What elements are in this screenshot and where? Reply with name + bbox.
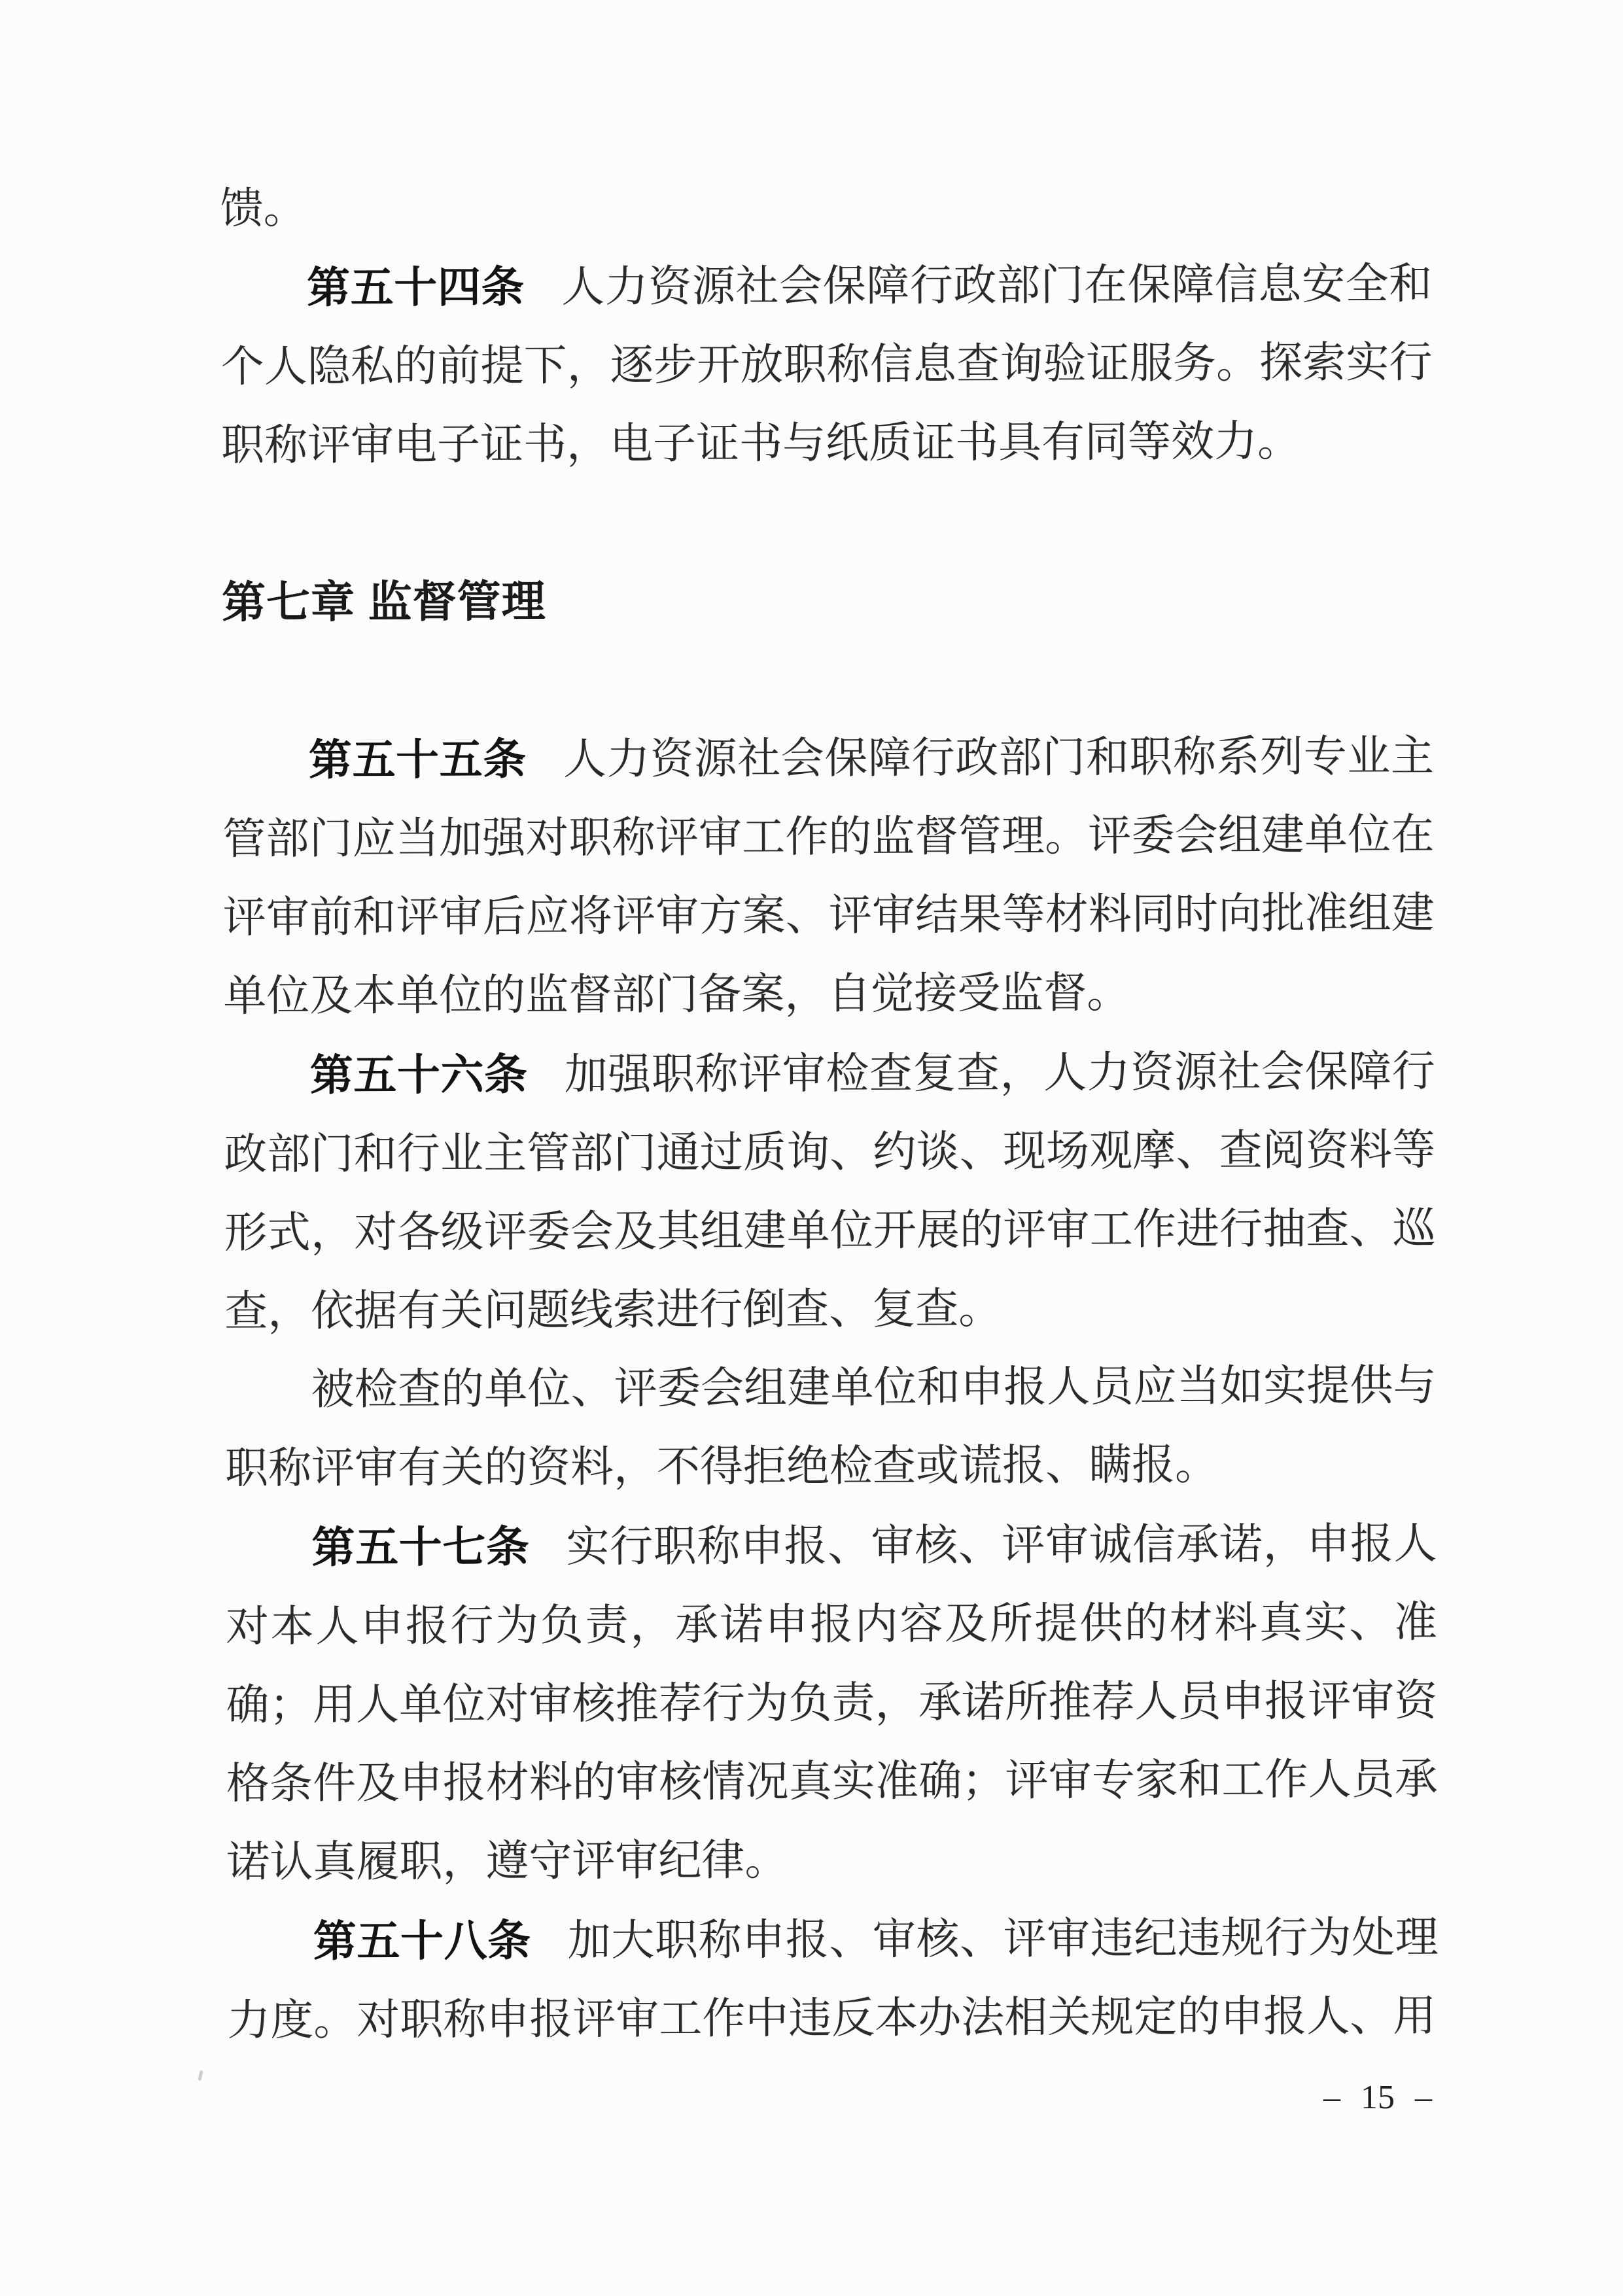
paragraph-article-56 <box>224 1032 1437 1351</box>
scan-artifact-speck <box>198 2070 203 2081</box>
article-58-number-label: 第五十八条 <box>313 1916 531 1966</box>
paragraph-text: 被检查的单位、评委会组建单位和申报人员应当如实提供与职称评审有关的资料，不得拒绝检查或谎报、瞒报。 <box>224 1361 1437 1493</box>
article-56-text: 加强职称评审检查复查，人力资源社会保障行政部门和行业主管部门通过质询、约谈、现场观摩、查阅资料等形式，对各级评委会及其组建单位开展的评审工作进行抽查、巡查，依据有关问题线索进行倒查、复查。 <box>224 1047 1436 1336</box>
article-54-text: 人力资源社会保障行政部门在保障信息安全和个人隐私的前提下，逐步开放职称信息查询验证服务。探索实行职称评审电子证书，电子证书与纸质证书具有同等效力。 <box>220 260 1433 470</box>
article-57-text: 实行职称申报、审核、评审诚信承诺，申报人对本人申报行为负责，承诺申报内容及所提供的材料真实、准确；用人单位对审核推荐行为负责，承诺所推荐人员申报评审资格条件及申报材料的审核情况真实准确；评审专家和工作人员承诺认真履职，遵守评审纪律。 <box>225 1520 1439 1887</box>
paragraph-article-57 <box>225 1504 1438 1902</box>
article-55-text: 人力资源社会保障行政部门和职称系列专业主管部门应当加强对职称评审工作的监督管理。评委会组建单位在评审前和评审后应将评审方案、评审结果等材料同时向批准组建单位及本单位的监督部门备案，自觉接受监督。 <box>222 732 1435 1021</box>
article-54-number-label: 第五十四条 <box>306 262 525 312</box>
paragraph-article-54 <box>220 244 1433 485</box>
paragraph-article-55 <box>222 716 1435 1036</box>
paragraph-text: 馈。 <box>220 184 307 234</box>
chapter-heading-text: 第七章 监督管理 <box>221 577 546 628</box>
article-58-text: 加大职称申报、审核、评审违纪违规行为处理力度。对职称申报评审工作中违反本办法相关规定的申报人、用 <box>227 1913 1439 2045</box>
article-55-number-label: 第五十五条 <box>308 735 527 784</box>
paragraph-inspection-duty <box>224 1347 1437 1508</box>
page-number: – 15 – <box>1323 2079 1432 2116</box>
article-57-number-label: 第五十七条 <box>311 1522 530 1572</box>
paragraph-article-58 <box>227 1898 1439 2061</box>
chapter-heading <box>222 559 1433 642</box>
article-56-number-label: 第五十六条 <box>309 1050 528 1100</box>
paragraph-continuation <box>220 165 1431 249</box>
body-text-column <box>220 165 1439 2061</box>
